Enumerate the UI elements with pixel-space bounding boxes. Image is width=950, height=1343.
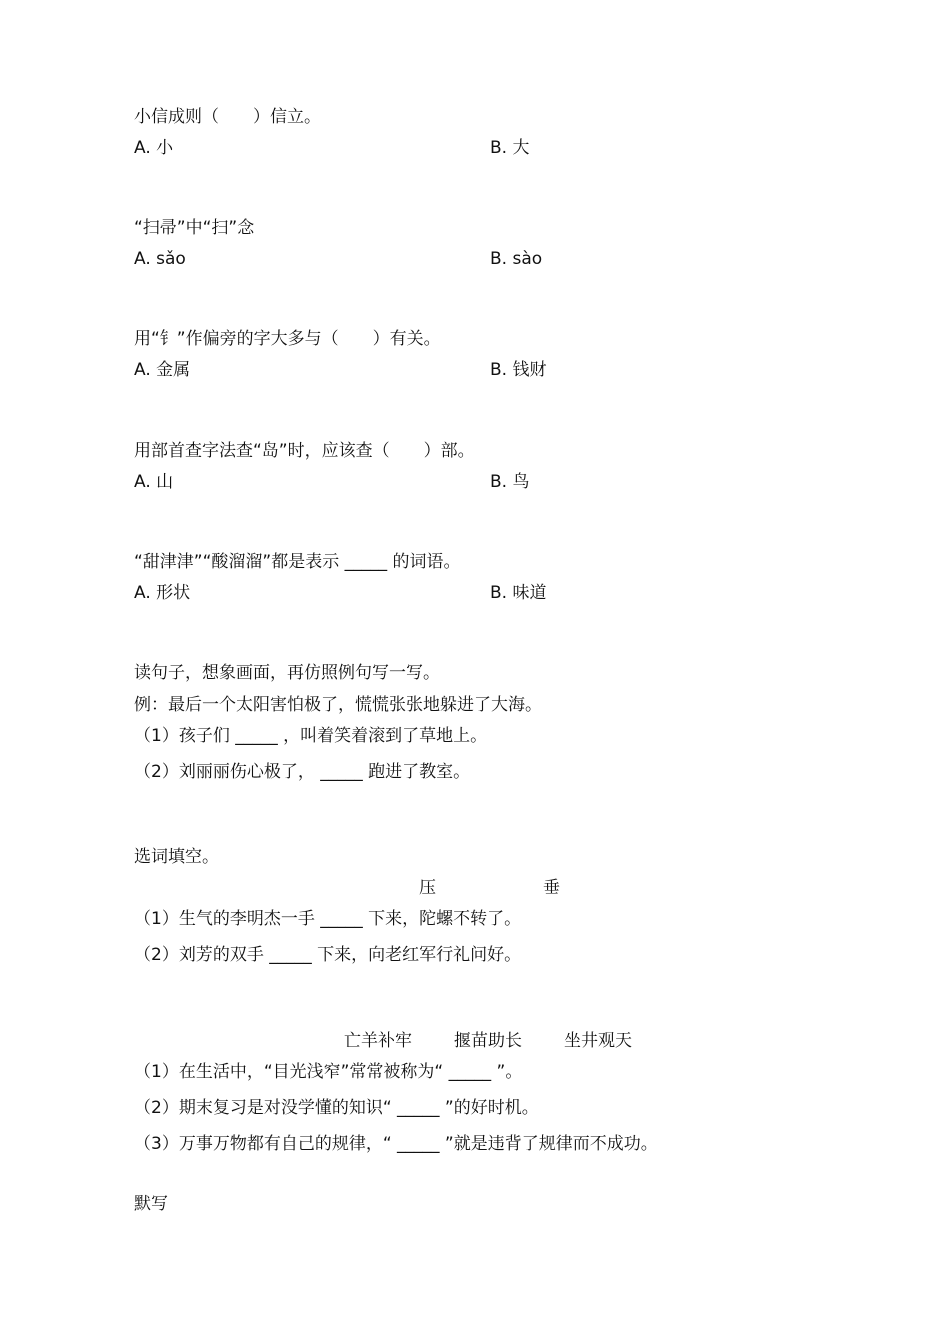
q1-stem: 小信成则（ ）信立。 [134,107,321,127]
q2-option-a: A. sǎo [134,249,186,269]
q4-option-b: B. 鸟 [490,472,530,492]
q8-word-2: 揠苗助长 [454,1031,522,1051]
q6-stem: 读句子，想象画面，再仿照例句写一写。 [134,663,440,683]
q3-option-b: B. 钱财 [490,360,547,380]
q4-option-a: A. 山 [134,472,174,492]
q2-option-b: B. sào [490,249,543,269]
q9-stem: 默写 [134,1194,168,1214]
q6-example: 例：最后一个太阳害怕极了，慌慌张张地躲进了大海。 [134,695,542,715]
q4-stem: 用部首查字法查“岛”时，应该查（ ）部。 [134,441,475,461]
q3-option-a: A. 金属 [134,360,191,380]
q8-word-1: 亡羊补牢 [344,1031,412,1051]
q7-sentence-1: （1）生气的李明杰一手 _____ 下来，陀螺不转了。 [134,909,522,929]
q3-stem: 用“钅”作偏旁的字大多与（ ）有关。 [134,329,441,349]
q7-word-2: 垂 [543,878,560,898]
q8-word-3: 坐井观天 [564,1031,632,1051]
q8-sentence-2: （2）期末复习是对没学懂的知识“ _____ ”的好时机。 [134,1098,539,1118]
q8-sentence-1: （1）在生活中，“目光浅窄”常常被称为“ _____ ”。 [134,1062,523,1082]
q7-stem: 选词填空。 [134,847,219,867]
q7-sentence-2: （2）刘芳的双手 _____ 下来，向老红军行礼问好。 [134,945,522,965]
q5-option-a: A. 形状 [134,583,191,603]
q2-stem: “扫帚”中“扫”念 [134,218,255,238]
q8-sentence-3: （3）万事万物都有自己的规律，“ _____ ”就是违背了规律而不成功。 [134,1134,658,1154]
q6-sentence-1: （1）孩子们 _____ ，叫着笑着滚到了草地上。 [134,726,488,746]
q6-sentence-2: （2）刘丽丽伤心极了， _____ 跑进了教室。 [134,762,471,782]
q1-option-b: B. 大 [490,138,530,158]
q1-option-a: A. 小 [134,138,174,158]
q7-word-1: 压 [419,878,436,898]
q5-stem: “甜津津”“酸溜溜”都是表示 _____ 的词语。 [134,552,461,572]
q5-option-b: B. 味道 [490,583,547,603]
